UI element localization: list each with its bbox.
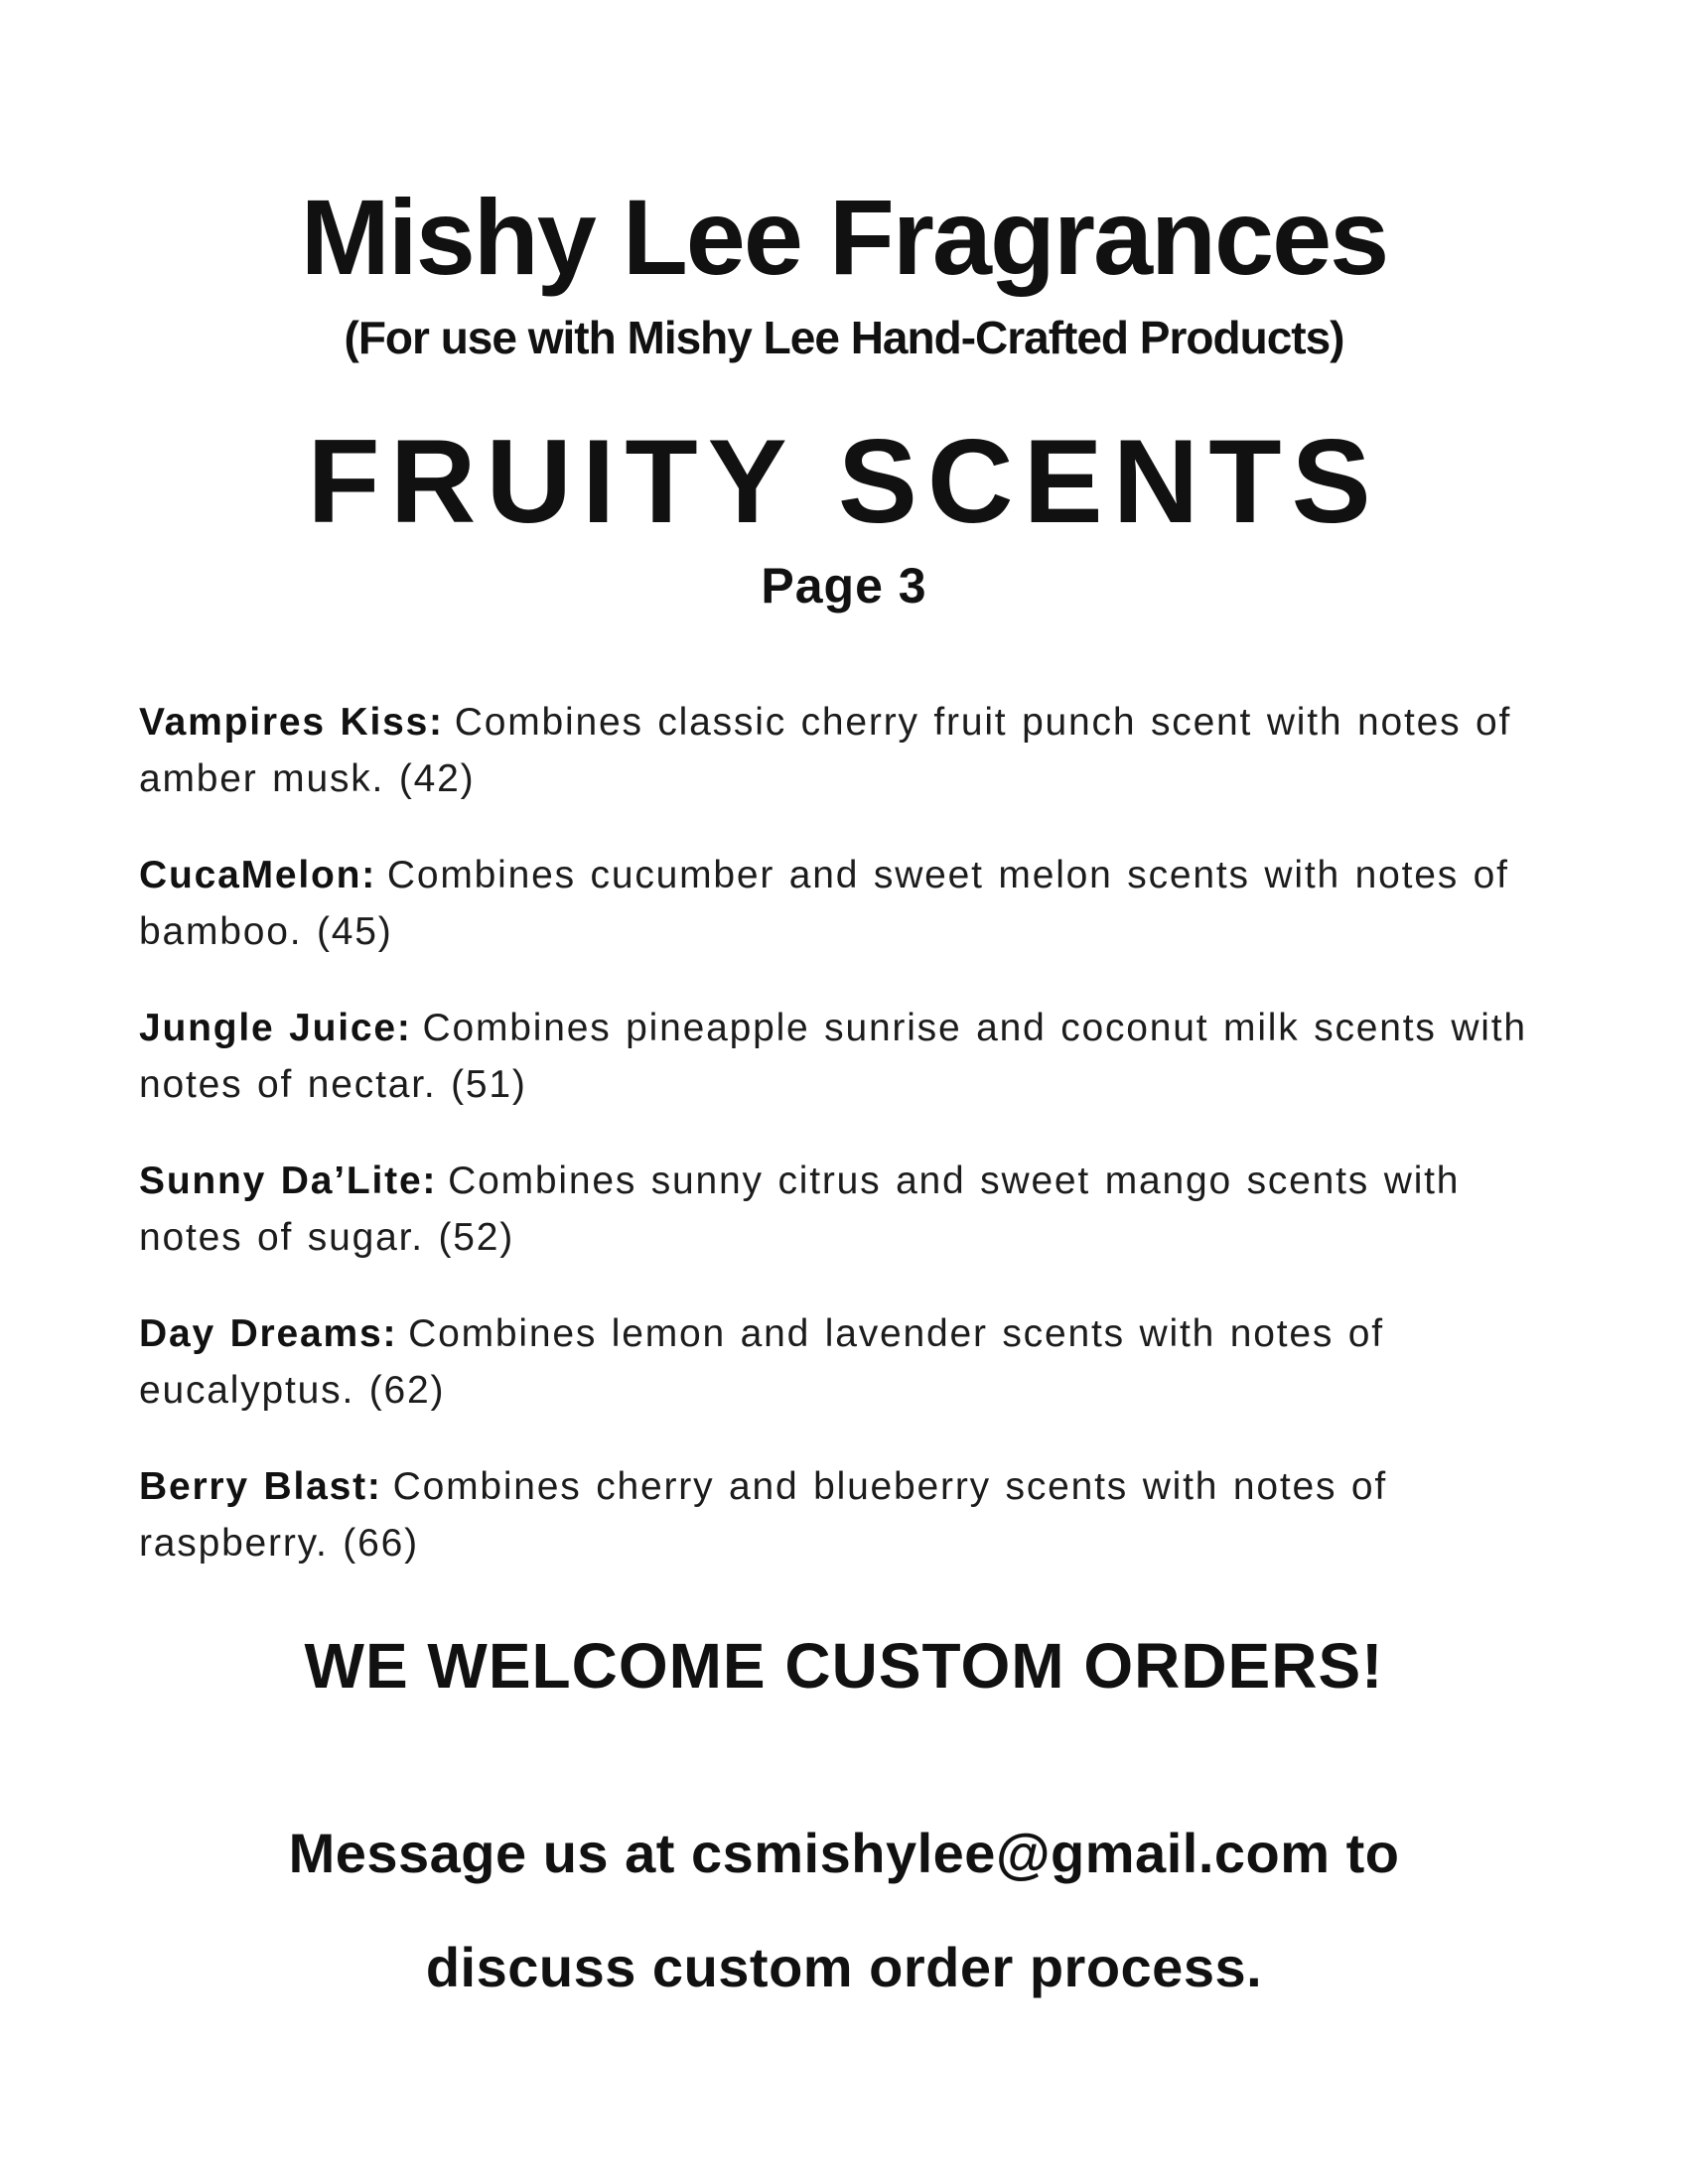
contact-message-line2: discuss custom order process. [425,1935,1263,1998]
scent-description: Combines lemon and lavender scents with notes of eucalyptus. (62) [139,1312,1384,1412]
scent-name: Berry Blast: [139,1465,382,1508]
contact-message-line1: Message us at csmishylee@gmail.com to [288,1822,1400,1884]
scent-list [139,694,1549,1571]
scent-item-vampires-kiss [139,694,1549,807]
flyer-header [0,177,1688,614]
page-subtitle: (For use with Mishy Lee Hand-Crafted Products) [344,312,1344,363]
scent-item-berry-blast [139,1458,1549,1571]
scent-item-jungle-juice [139,1000,1549,1113]
section-title: FRUITY SCENTS [307,415,1381,548]
scent-item-sunny-dalite [139,1153,1549,1266]
custom-orders-headline: WE WELCOME CUSTOM ORDERS! [304,1630,1384,1702]
page-number: Page 3 [761,558,927,614]
flyer-footer [0,1629,1688,2025]
scent-description: Combines cucumber and sweet melon scents with notes of bamboo. (45) [139,854,1509,953]
scent-description: Combines cherry and blueberry scents with notes of raspberry. (66) [139,1465,1388,1565]
contact-message [0,1797,1688,2025]
scent-item-cucamelon [139,847,1549,960]
page-title: Mishy Lee Fragrances [300,177,1388,297]
scent-description: Combines pineapple sunrise and coconut milk scents with notes of nectar. (51) [139,1007,1527,1106]
scent-item-day-dreams [139,1305,1549,1419]
scent-name: Jungle Juice: [139,1007,412,1049]
scent-description: Combines sunny citrus and sweet mango scents with notes of sugar. (52) [139,1160,1461,1259]
scent-name: Sunny Da’Lite: [139,1160,438,1202]
scent-description: Combines classic cherry fruit punch scent with notes of amber musk. (42) [139,701,1512,800]
scent-name: Vampires Kiss: [139,701,444,744]
scent-name: Day Dreams: [139,1312,398,1355]
scent-name: CucaMelon: [139,854,377,896]
